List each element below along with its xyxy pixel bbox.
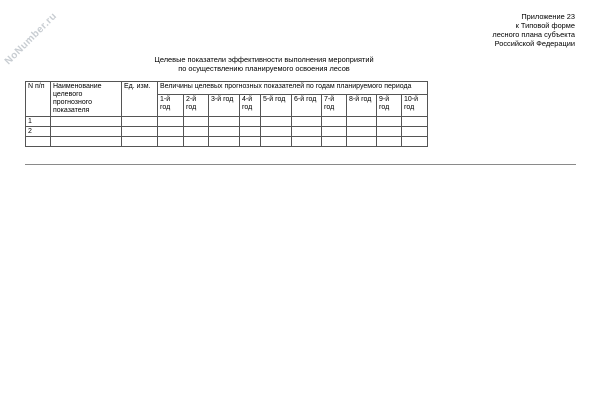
table-cell bbox=[122, 127, 158, 137]
table-cell bbox=[51, 117, 122, 127]
table-cell bbox=[322, 127, 347, 137]
header-indicator-name: Наименование целевого прогнозного показателя bbox=[51, 82, 122, 117]
table-cell bbox=[402, 127, 428, 137]
table-cell bbox=[240, 137, 261, 147]
table-title-line-1: Целевые показатели эффективности выполнения мероприятий bbox=[154, 55, 374, 64]
table-cell bbox=[347, 117, 377, 127]
table-cell bbox=[322, 117, 347, 127]
table-cell bbox=[209, 127, 240, 137]
table-cell bbox=[158, 137, 184, 147]
table-row bbox=[26, 117, 428, 127]
appendix-line: к Типовой форме bbox=[515, 21, 575, 30]
header-values-by-year: Величины целевых прогнозных показателей по годам планируемого периода bbox=[158, 82, 428, 95]
table-cell bbox=[240, 127, 261, 137]
page-divider bbox=[25, 164, 576, 165]
table-cell bbox=[158, 117, 184, 127]
header-year: 2-й год bbox=[184, 94, 209, 116]
table-cell bbox=[402, 117, 428, 127]
target-indicators-table bbox=[25, 81, 428, 147]
header-year: 4-й год bbox=[240, 94, 261, 116]
header-year: 9-й год bbox=[377, 94, 402, 116]
row-num-cell bbox=[26, 137, 51, 147]
table-cell bbox=[261, 127, 292, 137]
header-unit: Ед. изм. bbox=[122, 82, 158, 117]
row-num-cell: 1 bbox=[26, 117, 51, 127]
appendix-note bbox=[385, 12, 575, 48]
appendix-line: Российской Федерации bbox=[494, 39, 575, 48]
table-cell bbox=[158, 127, 184, 137]
table-cell bbox=[347, 137, 377, 147]
table-cell bbox=[184, 127, 209, 137]
table-cell bbox=[377, 137, 402, 147]
table-cell bbox=[377, 117, 402, 127]
table-cell bbox=[292, 137, 322, 147]
table-title bbox=[150, 55, 378, 73]
header-year: 6-й год bbox=[292, 94, 322, 116]
table-row bbox=[26, 137, 428, 147]
table-cell bbox=[184, 137, 209, 147]
table-title-line-2: по осуществлению планируемого освоения лесов bbox=[178, 64, 350, 73]
header-year: 5-й год bbox=[261, 94, 292, 116]
table-cell bbox=[51, 137, 122, 147]
row-num-cell: 2 bbox=[26, 127, 51, 137]
header-year: 8-й год bbox=[347, 94, 377, 116]
header-year: 3-й год bbox=[209, 94, 240, 116]
table-cell bbox=[402, 137, 428, 147]
header-year: 1-й год bbox=[158, 94, 184, 116]
table-row bbox=[26, 127, 428, 137]
table-cell bbox=[347, 127, 377, 137]
table-cell bbox=[209, 137, 240, 147]
table-cell bbox=[51, 127, 122, 137]
table-cell bbox=[261, 137, 292, 147]
table-cell bbox=[240, 117, 261, 127]
table-cell bbox=[292, 127, 322, 137]
table-cell bbox=[377, 127, 402, 137]
table-cell bbox=[122, 137, 158, 147]
header-year: 7-й год bbox=[322, 94, 347, 116]
header-year: 10-й год bbox=[402, 94, 428, 116]
table-cell bbox=[261, 117, 292, 127]
header-num: N п/п bbox=[26, 82, 51, 117]
table-cell bbox=[322, 137, 347, 147]
table-cell bbox=[184, 117, 209, 127]
appendix-line: Приложение 23 bbox=[521, 12, 575, 21]
appendix-line: лесного плана субъекта bbox=[492, 30, 575, 39]
table-cell bbox=[292, 117, 322, 127]
table-cell bbox=[209, 117, 240, 127]
watermark: NoNumber.ru bbox=[2, 10, 60, 68]
table-cell bbox=[122, 117, 158, 127]
